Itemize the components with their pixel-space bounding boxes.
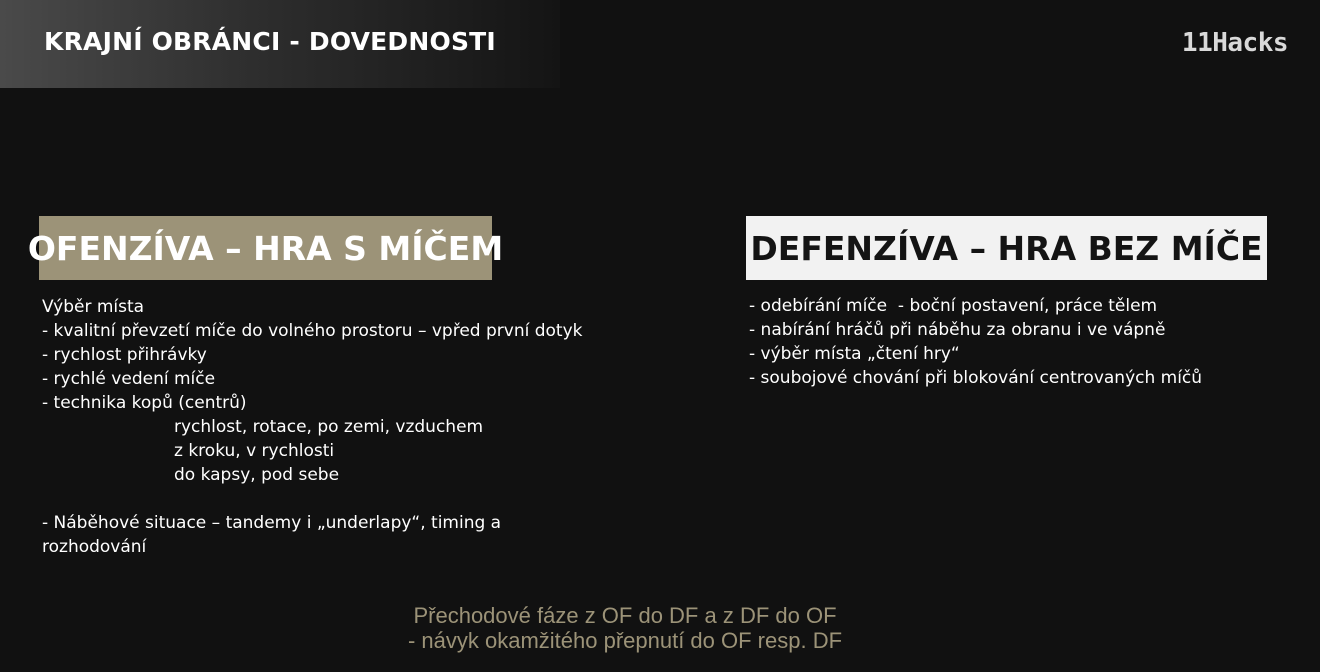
list-subitem: rychlost, rotace, po zemi, vzduchem xyxy=(174,417,484,437)
list-item: - rychlé vedení míče xyxy=(42,369,216,389)
defense-heading: DEFENZÍVA – HRA BEZ MÍČE xyxy=(746,216,1267,280)
list-item: - soubojové chování při blokování centrovaných míčů xyxy=(749,368,1203,388)
list-item: - rychlost přihrávky xyxy=(42,345,207,365)
transition-note-line2: - návyk okamžitého přepnutí do OF resp. DF xyxy=(407,628,843,653)
slide-title: KRAJNÍ OBRÁNCI - DOVEDNOSTI xyxy=(44,27,496,56)
list-item: - Náběhové situace – tandemy i „underlapy“, timing a xyxy=(42,513,502,533)
defense-skill-list xyxy=(749,294,1202,390)
offense-skill-list xyxy=(42,295,583,559)
list-item: - kvalitní převzetí míče do volného prostoru – vpřed první dotyk xyxy=(42,321,583,341)
brand-logo: 11Hacks xyxy=(1181,28,1288,58)
list-item: - nabírání hráčů při náběhu za obranu i ve vápně xyxy=(749,320,1166,340)
transition-note-line1: Přechodové fáze z OF do DF a z DF do OF xyxy=(413,603,837,628)
transition-note xyxy=(0,603,1250,653)
list-subitem: z kroku, v rychlosti xyxy=(174,441,335,461)
list-spacer xyxy=(42,487,583,511)
list-item: - výběr místa „čtení hry“ xyxy=(749,344,960,364)
offense-heading: OFENZÍVA – HRA S MÍČEM xyxy=(39,216,492,280)
list-item: - technika kopů (centrů) xyxy=(42,393,247,413)
list-subitem: do kapsy, pod sebe xyxy=(174,465,340,485)
list-item: - odebírání míče - boční postavení, práce tělem xyxy=(749,296,1158,316)
list-item: Výběr místa xyxy=(42,297,145,317)
list-item: rozhodování xyxy=(42,537,147,557)
